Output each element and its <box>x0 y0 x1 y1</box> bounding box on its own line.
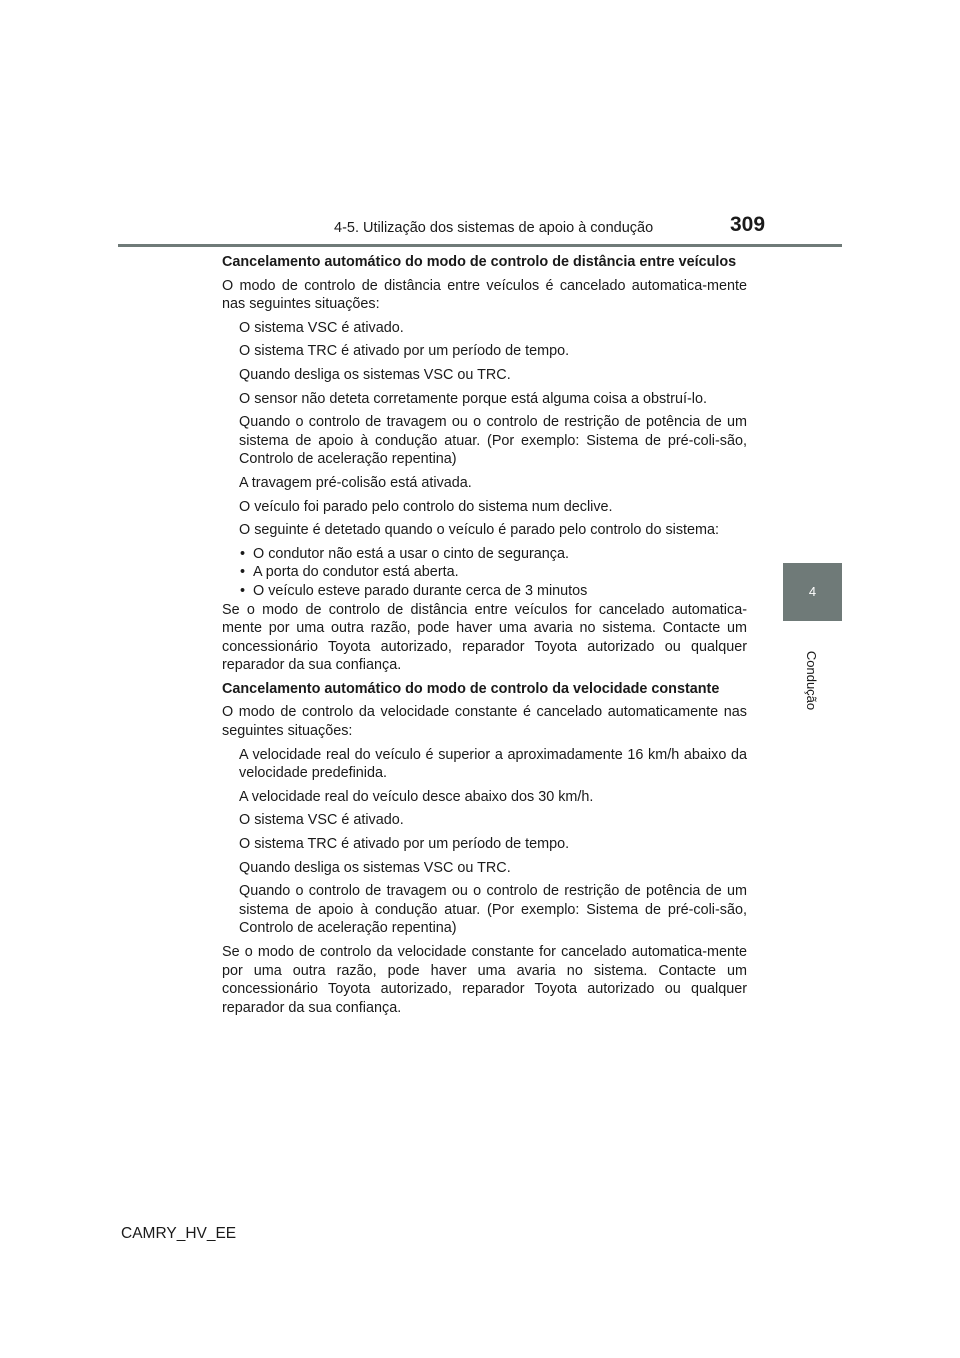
list-item: O sensor não deteta corretamente porque está alguma coisa a obstruí-lo. <box>239 390 707 407</box>
header-section-title: 4-5. Utilização dos sistemas de apoio à condução <box>334 220 654 236</box>
distance-control-note: Se o modo de controlo de distância entre veículos for cancelado automatica-mente por uma outra razão, pode haver uma avaria no sistema. Contacte um concessionário Toyota autorizado, reparador Toyota autorizado ou qualquer reparador da sua confiança. <box>222 601 747 674</box>
list-item: O veículo foi parado pelo controlo do sistema num declive. <box>239 498 613 515</box>
list-item: O sistema VSC é ativado. <box>239 812 404 829</box>
list-item: Quando o controlo de travagem ou o controlo de restrição de potência de um sistema de apoio à condução atuar. (Por exemplo: Sistema de pré-coli-são, Controlo de aceleração repentina) <box>239 414 747 468</box>
header-divider <box>118 244 842 247</box>
list-item: A velocidade real do veículo é superior a aproximadamente 16 km/h abaixo da velocidade predefinida. <box>239 746 747 782</box>
list-item: Quando desliga os sistemas VSC ou TRC. <box>239 859 511 876</box>
list-item: A travagem pré-colisão está ativada. <box>239 474 472 491</box>
list-item: Quando desliga os sistemas VSC ou TRC. <box>239 366 511 383</box>
distance-control-section <box>222 253 747 675</box>
list-item: O seguinte é detetado quando o veículo é parado pelo controlo do sistema: <box>239 522 720 539</box>
sub-list-item: • A porta do condutor está aberta. <box>239 563 747 582</box>
distance-control-title: Cancelamento automático do modo de controlo de distância entre veículos <box>222 254 737 270</box>
list-item: O sistema TRC é ativado por um período de tempo. <box>239 836 570 853</box>
page-number: 309 <box>730 213 766 236</box>
list-item: Quando o controlo de travagem ou o controlo de restrição de potência de um sistema de apoio à condução atuar. (Por exemplo: Sistema de pré-coli-são, Controlo de aceleração repentina) <box>239 883 747 937</box>
chapter-label-text: Condução <box>804 650 820 710</box>
constant-speed-title: Cancelamento automático do modo de controlo da velocidade constante <box>222 680 720 697</box>
chapter-label <box>772 600 852 760</box>
list-item: A velocidade real do veículo desce abaixo dos 30 km/h. <box>239 788 594 805</box>
sub-condition-list <box>239 545 747 601</box>
constant-speed-note: Se o modo de controlo da velocidade constante for cancelado automatica-mente por uma outra razão, pode haver uma avaria no sistema. Contacte um concessionário Toyota autorizado, reparador Toyota autorizado ou qualquer reparador da sua confiança. <box>222 944 747 1016</box>
list-item: O sistema TRC é ativado por um período de tempo. <box>239 343 570 360</box>
sub-list-item: • O veículo esteve parado durante cerca de 3 minutos <box>239 582 747 601</box>
constant-speed-section <box>222 680 747 1018</box>
constant-speed-intro: O modo de controlo da velocidade constante é cancelado automaticamente nas seguintes situações: <box>222 704 747 740</box>
list-item: O sistema VSC é ativado. <box>239 319 404 336</box>
page-content <box>222 253 747 1022</box>
distance-control-intro: O modo de controlo de distância entre veículos é cancelado automatica-mente nas seguintes situações: <box>222 277 747 313</box>
footer-model-code: CAMRY_HV_EE <box>121 1225 237 1242</box>
sub-list-item: • O condutor não está a usar o cinto de segurança. <box>239 545 747 564</box>
chapter-tab[interactable]: 4 <box>783 563 842 621</box>
